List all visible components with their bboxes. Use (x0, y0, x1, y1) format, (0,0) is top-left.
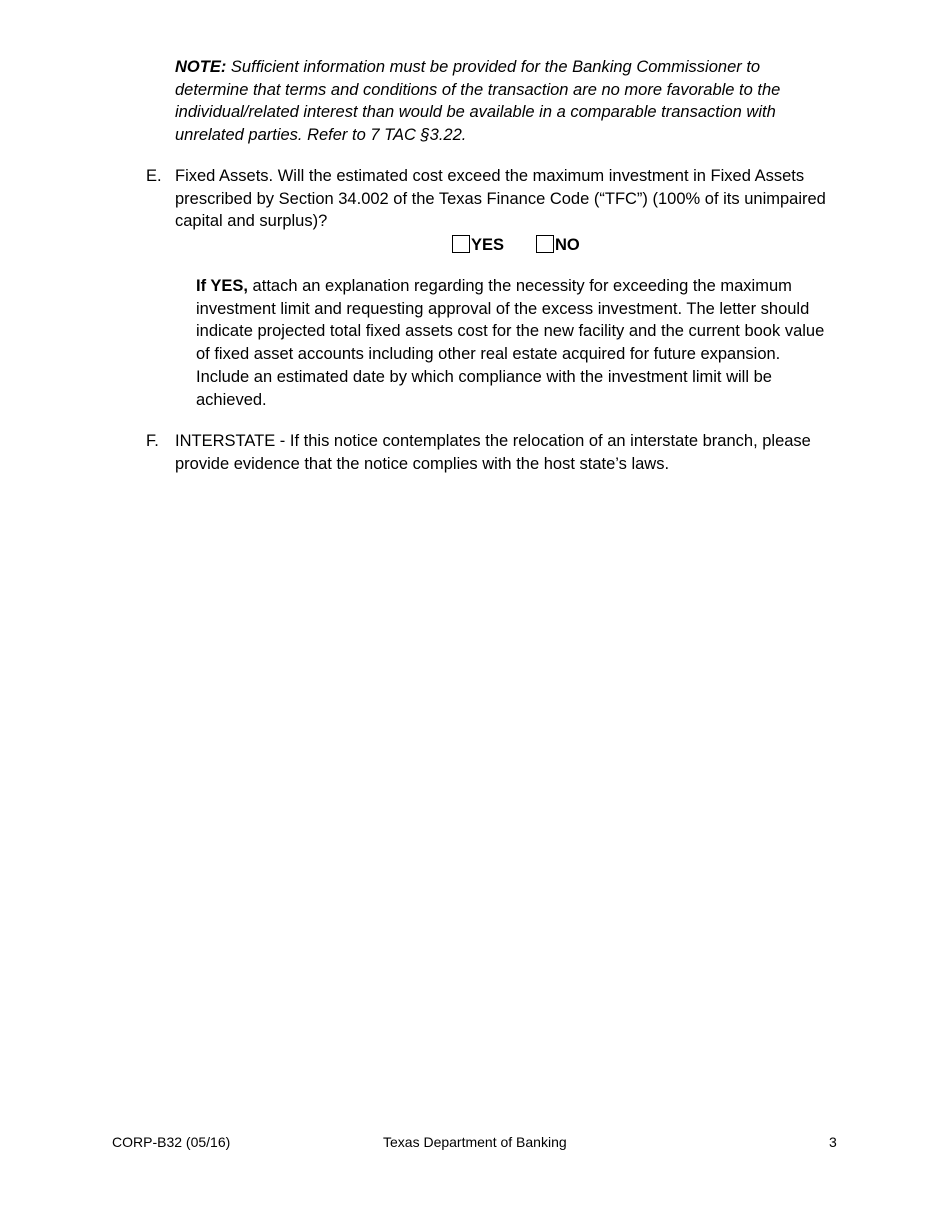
no-option (536, 233, 580, 257)
yes-option (452, 233, 504, 257)
note-paragraph (175, 56, 835, 147)
yes-label: YES (471, 236, 505, 254)
item-f-letter: F. (146, 432, 159, 450)
if-yes-explanation (196, 275, 836, 411)
yes-checkbox[interactable] (452, 235, 470, 253)
footer-page-number: 3 (829, 1134, 837, 1150)
footer-form-id: CORP-B32 (05/16) (112, 1134, 231, 1150)
if-yes-text: attach an explanation regarding the necessity for exceeding the maximum investment limit and requesting approval of the excess investment. The letter should indicate projected total fixed assets cost for the new facility and the current book value of fixed asset accounts including other real estate acquired for future expansion. Include an estimated date by which compliance with the investment limit will be achieved. (196, 277, 825, 409)
no-label: NO (555, 236, 580, 254)
item-e-text: Fixed Assets. Will the estimated cost exceed the maximum investment in Fixed Assets prescribed by Section 34.002 of the Texas Finance Code (“TFC”) (100% of its unimpaired capital and surplus)? (175, 167, 826, 231)
item-f-text: INTERSTATE - If this notice contemplates the relocation of an interstate branch, please provide evidence that the notice complies with the host state’s laws. (175, 432, 811, 473)
no-checkbox[interactable] (536, 235, 554, 253)
note-label: NOTE: (175, 58, 227, 76)
if-yes-lead: If YES, (196, 277, 248, 295)
footer-agency: Texas Department of Banking (383, 1134, 567, 1150)
item-e-letter: E. (146, 167, 162, 185)
note-text: Sufficient information must be provided for the Banking Commissioner to determine that terms and conditions of the transaction are no more favorable to the individual/related interest than would be available in a comparable transaction with unrelated parties. Refer to 7 TAC §3.22. (175, 58, 781, 145)
